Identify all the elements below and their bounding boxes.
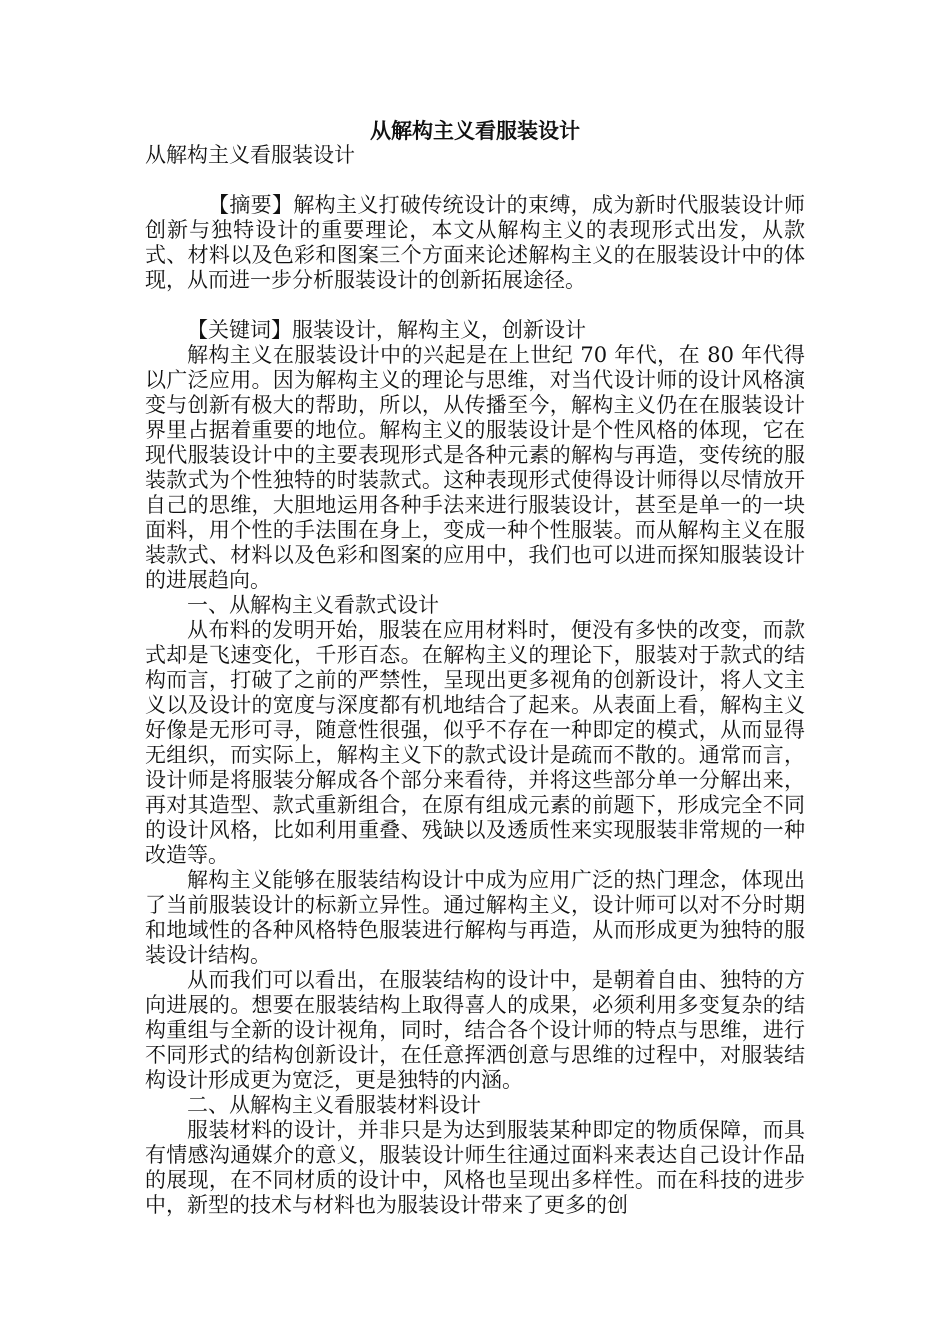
document-subtitle: 从解构主义看服装设计 [145, 143, 355, 167]
document-page [145, 118, 805, 1218]
document-title: 从解构主义看服装设计 [370, 118, 580, 143]
body-paragraph: 服装材料的设计，并非只是为达到服装某种即定的物质保障，而具有情感沟通媒介的意义，服装设计师生往通过面料来表达自己设计作品的展现，在不同材质的设计中，风格也呈现出多样性。而在科技的进步中，新型的技术与材料也为服装设计带来了更多的创 [145, 1118, 805, 1217]
intro-paragraph: 解构主义在服装设计中的兴起是在上世纪 70 年代，在 80 年代得以广泛应用。因为解构主义的理论与思维，对当代设计师的设计风格演变与创新有极大的帮助，所以，从传播至今，解构主义仍在在服装设计界里占据着重要的地位。解构主义的服装设计是个性风格的体现，它在现代服装设计中的主要表现形式是各种元素的解构与再造，变传统的服装款式为个性独特的时装款式。这种表现形式使得设计师得以尽情放开自己的思维，大胆地运用各种手法来进行服装设计，甚至是单一的一块面料，用个性的手法围在身上，变成一种个性服装。而从解构主义在服装款式、材料以及色彩和图案的应用中，我们也可以进而探知服装设计的进展趋向。 [145, 343, 805, 592]
spacer [145, 293, 805, 318]
body-paragraph: 从布料的发明开始，服装在应用材料时，便没有多快的改变，而款式却是飞速变化，千形百态。在解构主义的理论下，服装对于款式的结构而言，打破了之前的严禁性，呈现出更多视角的创新设计，将人文主义以及设计的宽度与深度都有机地结合了起来。从表面上看，解构主义好像是无形可寻，随意性很强，似乎不存在一种即定的模式，从而显得无组织，而实际上，解构主义下的款式设计是疏而不散的。通常而言，设计师是将服装分解成各个部分来看待，并将这些部分单一分解出来，再对其造型、款式重新组合，在原有组成元素的前题下，形成完全不同的设计风格，比如利用重叠、残缺以及透质性来实现服装非常规的一种改造等。 [145, 618, 805, 867]
spacer [145, 168, 805, 193]
section-heading-style: 一、从解构主义看款式设计 [187, 593, 439, 617]
abstract-paragraph: 【摘要】解构主义打破传统设计的束缚，成为新时代服装设计师创新与独特设计的重要理论，本文从解构主义的表现形式出发，从款式、材料以及色彩和图案三个方面来论述解构主义的在服装设计中的体现，从而进一步分析服装设计的创新拓展途径。 [145, 193, 805, 292]
body-paragraph: 从而我们可以看出，在服装结构的设计中，是朝着自由、独特的方向进展的。想要在服装结构上取得喜人的成果，必须利用多变复杂的结构重组与全新的设计视角，同时，结合各个设计师的特点与思维，进行不同形式的结构创新设计，在任意挥洒创意与思维的过程中，对服装结构设计形成更为宽泛，更是独特的内涵。 [145, 968, 805, 1092]
body-paragraph: 解构主义能够在服装结构设计中成为应用广泛的热门理念，体现出了当前服装设计的标新立异性。通过解构主义，设计师可以对不分时期和地域性的各种风格特色服装进行解构与再造，从而形成更为独特的服装设计结构。 [145, 868, 805, 967]
keywords-line: 【关键词】服装设计，解构主义，创新设计 [187, 318, 586, 342]
section-heading-material: 二、从解构主义看服装材料设计 [187, 1093, 481, 1117]
